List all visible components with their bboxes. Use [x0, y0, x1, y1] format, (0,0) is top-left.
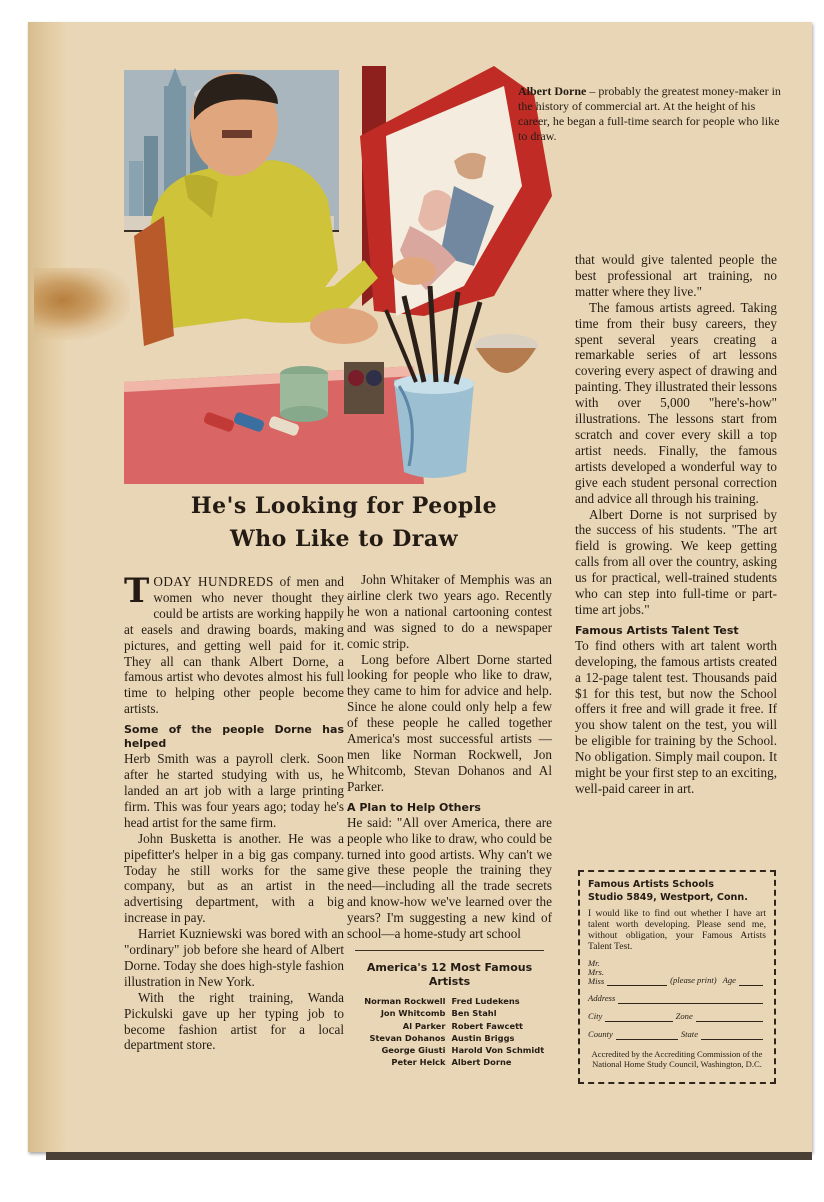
artist-name: Robert Fawcett [451, 1020, 524, 1031]
artist-name: Norman Rockwell [364, 995, 446, 1006]
artist-name: Fred Ludekens [451, 995, 520, 1006]
divider [355, 950, 544, 951]
paragraph: Harriet Kuzniewski was bored with an "ordinary" job before she heard of Albert Dorne. Today she does high-style fashion illustration in New York. [124, 926, 344, 989]
page-spine [28, 22, 70, 1152]
label-county: County [588, 1029, 613, 1039]
artist-name: Stevan Dohanos [369, 1032, 446, 1043]
coupon-county-row [588, 1029, 766, 1040]
label-zone: Zone [675, 1011, 693, 1021]
coupon-city-row [588, 1011, 766, 1022]
coupon-accreditation: Accredited by the Accrediting Commission of the National Home Study Council, Washington, D.C. [591, 1049, 763, 1069]
coupon-name-row [588, 959, 766, 986]
artist-name: Austin Briggs [451, 1032, 515, 1043]
headline-line-2: Who Like to Draw [229, 526, 459, 552]
age-field[interactable] [739, 976, 763, 986]
coupon-school-name: Famous Artists Schools [588, 879, 714, 890]
caption-text: – probably the greatest money-maker in the history of commercial art. At the height of his career, he began a full-time search for people who like to draw. [518, 84, 781, 143]
label-miss: Miss [588, 976, 605, 986]
coupon-address-row [588, 993, 766, 1004]
artist-name: Al Parker [402, 1020, 446, 1031]
artist-name: Ben Stahl [451, 1008, 497, 1019]
paragraph: With the right training, Wanda Pickulski gave up her typing job to become fashion artist for a local department store. [124, 989, 344, 1053]
label-city: City [588, 1011, 603, 1021]
artist-name: Peter Helck [391, 1057, 446, 1068]
article-column-2 [347, 572, 552, 1069]
paragraph-text: of men and women who never thought they could be artists are working happily at easels and drawing boards, making pictures, and getting well paid for it. They all can thank Albert Dorne, a famous artist who devotes almost his full time to helping other people become artists. [124, 574, 344, 717]
zone-field[interactable] [696, 1012, 763, 1022]
label-mrs: Mrs. [588, 967, 604, 977]
subhead-plan: A Plan to Help Others [347, 800, 481, 814]
paragraph: The famous artists agreed. Taking time from their busy careers, they spent several years creating a remarkable series of art lessons covering every aspect of drawing and painting. They illustrated their lessons with over 5,000 "here's-how" illustrations. The lessons start from scratch and cover every skill a top artist needs. Finally, the famous artists developed a wonderful way to give each student personal correction and advice all through his training. [575, 299, 777, 506]
paragraph: To find others with art talent worth developing, the famous artists created a 12-page talent test. Thousands paid $1 for this test, but now the School offers it free and will grade it free. If you show talent on the test, you will be eligible for training by the School. No obligation. Simply mail coupon. It might be your first step to an exciting, well-paid career in art. [575, 637, 777, 796]
paper-stain [34, 268, 130, 340]
label-mr: Mr. [588, 958, 600, 968]
subhead-talent-test: Famous Artists Talent Test [575, 623, 739, 637]
paragraph: that would give talented people the best professional art training, no matter where they live." [575, 252, 777, 299]
label-age: Age [722, 975, 736, 985]
paragraph [124, 571, 344, 717]
article-column-1 [124, 571, 344, 1053]
caption-name: Albert Dorne [518, 84, 587, 98]
illustration-caption [518, 84, 788, 144]
headline [124, 490, 564, 556]
paragraph: He said: "All over America, there are people who like to draw, who could be turned into good artists. Why can't we give these people the training they need—including all the trade secrets and know-how we've learned over the years? I'm suggesting a new kind of school—a home-study art school [347, 814, 552, 942]
city-field[interactable] [605, 1012, 672, 1022]
county-field[interactable] [616, 1030, 678, 1040]
paragraph: John Busketta is another. He was a pipefitter's helper in a big gas company. Today he still works for the same company, but as an artist in the advertising department, with a big increase in pay. [124, 830, 344, 926]
subhead-people-helped: Some of the people Dorne has helped [124, 723, 344, 751]
label-state: State [680, 1029, 699, 1039]
paragraph: John Whitaker of Memphis was an airline clerk two years ago. Recently he won a national cartooning contest and was signed to do a newspaper comic strip. [347, 572, 552, 651]
artists-title: America's 12 Most Famous Artists [366, 960, 533, 988]
artists-list [341, 995, 556, 1069]
address-field[interactable] [618, 994, 763, 1004]
paragraph: Long before Albert Dorne started looking for people who like to draw, they came to him for advice and help. Since he alone could only help a few of these people he called together America's most successful artists —men like Norman Rockwell, Jon Whitcomb, Stevan Dohanos and Al Parker. [347, 651, 552, 794]
page-bottom-edge [46, 1152, 812, 1160]
intro-caps: ODAY HUNDREDS [153, 574, 274, 589]
artist-name: Jon Whitcomb [380, 1008, 446, 1019]
name-field[interactable] [607, 976, 667, 986]
mail-coupon[interactable] [578, 870, 776, 1084]
paragraph: Herb Smith was a payroll clerk. Soon after he started studying with us, he landed an art job with a large printing firm. This was four years ago; today he's head artist for the same firm. [124, 751, 344, 830]
artist-illustration [124, 66, 556, 484]
article-column-3 [575, 252, 777, 797]
coupon-studio-address: Studio 5849, Westport, Conn. [588, 892, 748, 903]
artist-name: Albert Dorne [451, 1057, 512, 1068]
artist-name: Harold Von Schmidt [451, 1045, 545, 1056]
paragraph: Albert Dorne is not surprised by the success of his students. "The art field is growing. We keep getting calls from all over the country, asking us for practical, well-trained students who can step into full-time or part-time art jobs." [575, 506, 777, 617]
headline-line-1: He's Looking for People [190, 493, 498, 519]
drop-cap: T [124, 571, 150, 611]
label-address: Address [588, 993, 616, 1003]
state-field[interactable] [701, 1030, 763, 1040]
coupon-request-text: I would like to find out whether I have art talent worth developing. Please send me, without obligation, your Famous Artists Talent Test. [588, 908, 766, 952]
label-please-print: (please print) [670, 975, 717, 985]
artist-name: George Giusti [381, 1045, 446, 1056]
